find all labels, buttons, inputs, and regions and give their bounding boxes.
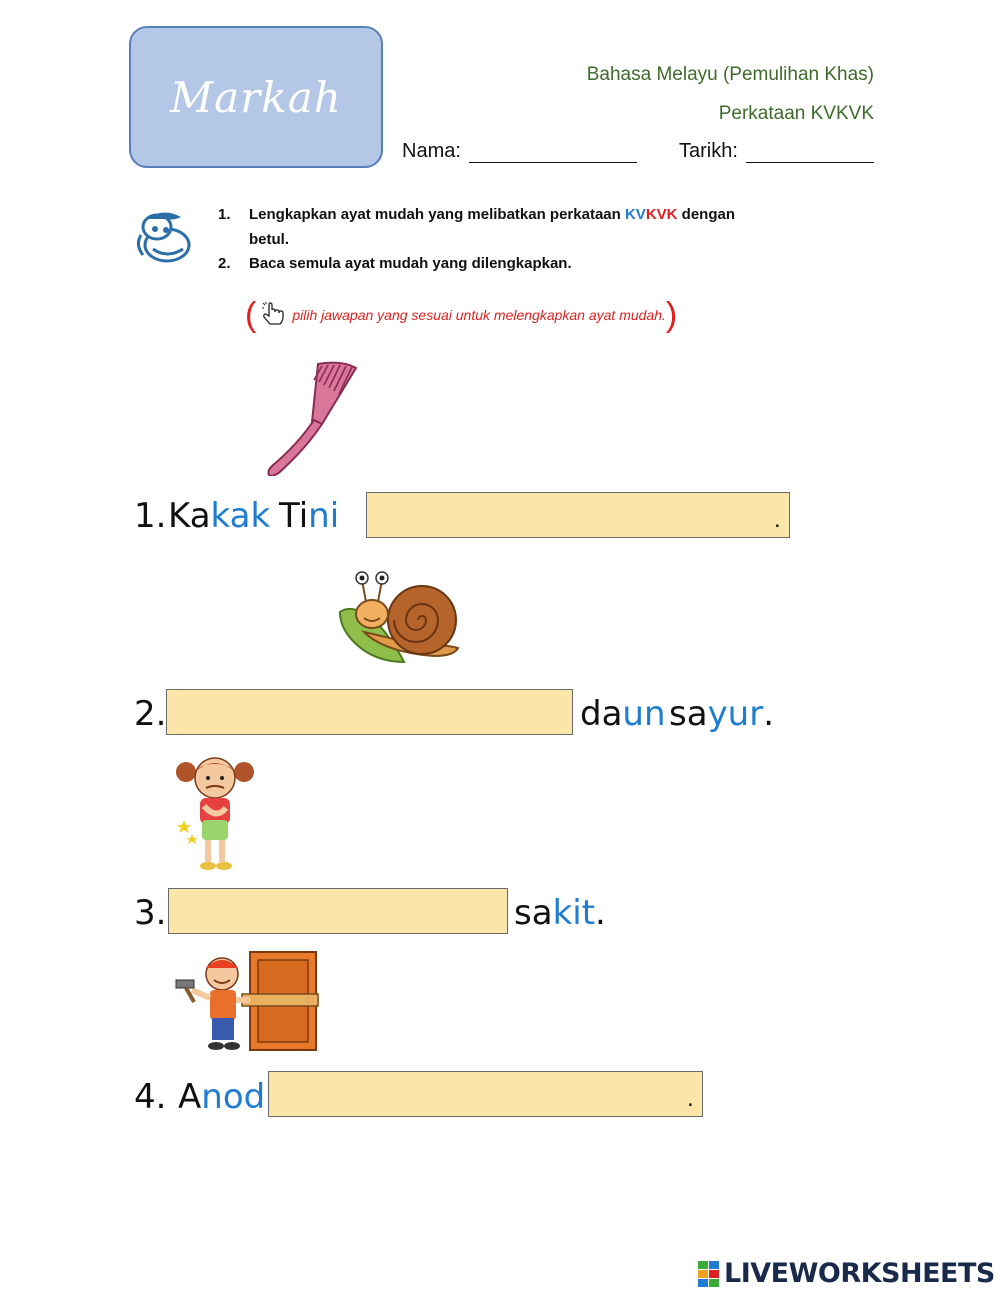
name-blank[interactable] [469, 144, 637, 163]
answer-box-4[interactable] [268, 1071, 703, 1117]
hint-text: pilih jawapan yang sesuai untuk melengkapkan ayat mudah. [292, 307, 666, 323]
subject-title: Bahasa Melayu (Pemulihan Khas) [586, 64, 874, 85]
sick-girl-icon [172, 750, 258, 872]
hint-close-paren: ) [665, 296, 678, 334]
liveworksheets-logo [698, 1258, 995, 1289]
carpenter-icon [172, 950, 322, 1054]
question-4-word-1: A nod [178, 1077, 266, 1117]
score-label: Markah [170, 72, 342, 122]
question-1-period: . [774, 506, 781, 533]
question-2-word-1: da un [580, 694, 666, 734]
hint-line [245, 298, 677, 332]
answer-box-2[interactable] [166, 689, 573, 735]
date-blank[interactable] [746, 144, 874, 163]
question-1-word-2: Ti ni [279, 496, 340, 536]
name-label: Nama: [402, 140, 461, 162]
logo-blocks-icon [698, 1261, 720, 1287]
logo-text: LIVEWORKSHEETS [724, 1258, 995, 1289]
snail-icon [334, 562, 462, 670]
date-field[interactable] [679, 140, 874, 163]
hint-open-paren: ( [245, 296, 257, 334]
question-4-number: 4. [134, 1077, 167, 1117]
mascot-icon [133, 205, 195, 269]
question-4-period: . [687, 1085, 694, 1112]
topic-title: Perkataan KVKVK [718, 103, 874, 124]
question-1-number: 1. [134, 496, 167, 536]
answer-box-1[interactable] [366, 492, 790, 538]
question-3-number: 3. [134, 893, 167, 933]
name-field[interactable] [402, 140, 637, 163]
score-box [129, 26, 383, 168]
question-2-word-2: sa yur . [669, 694, 775, 734]
question-2-number: 2. [134, 694, 167, 734]
answer-box-3[interactable] [168, 888, 508, 934]
pointing-hand-icon [260, 301, 288, 329]
instruction-2: 2. Baca semula ayat mudah yang dilengkapkan. [218, 255, 572, 272]
instruction-1: 1. Lengkapkan ayat mudah yang melibatkan perkataan KVKVK dengan [218, 206, 735, 223]
instruction-1-line2: betul. [249, 231, 289, 248]
date-label: Tarikh: [679, 140, 738, 162]
question-3-word-1: sa kit . [514, 893, 606, 933]
comb-icon [258, 358, 364, 476]
question-1-word-1: Ka kak [168, 496, 271, 536]
